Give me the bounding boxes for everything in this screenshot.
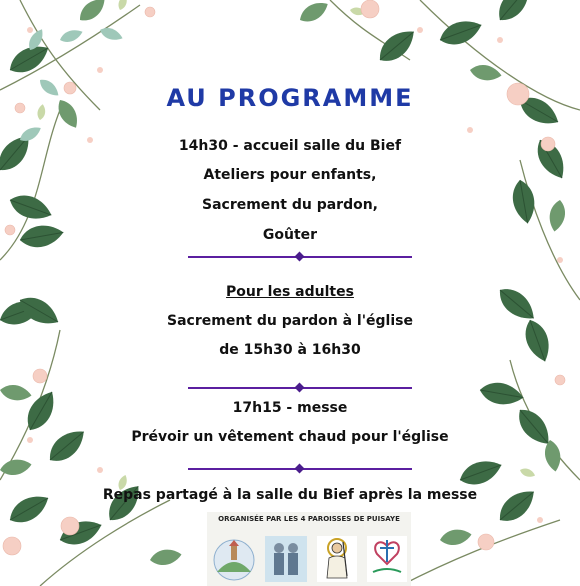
organizers-banner — [207, 512, 411, 586]
section-divider — [188, 256, 412, 258]
program-line: Ateliers pour enfants, — [203, 167, 377, 183]
divider-diamond — [295, 464, 305, 474]
section-divider — [188, 468, 412, 470]
adults-heading: Pour les adultes — [226, 284, 354, 300]
program-line: Goûter — [262, 227, 318, 243]
parish-logo-3 — [315, 532, 359, 584]
parish-logo-1 — [211, 532, 257, 584]
program-line: Prévoir un vêtement chaud pour l'église — [131, 429, 449, 445]
program-line: 17h15 - messe — [232, 400, 348, 416]
parish-logo-2 — [263, 532, 309, 584]
program-line: Sacrement du pardon, — [201, 197, 378, 213]
page-title: AU PROGRAMME — [166, 84, 414, 112]
divider-diamond — [295, 252, 305, 262]
program-line: Sacrement du pardon à l'église — [167, 313, 413, 329]
program-line: 14h30 - accueil salle du Bief — [178, 138, 402, 154]
divider-diamond — [295, 383, 305, 393]
parish-logo-4 — [365, 532, 409, 584]
section-divider — [188, 387, 412, 389]
program-line: de 15h30 à 16h30 — [219, 342, 361, 358]
program-line: Repas partagé à la salle du Bief après la messe — [102, 487, 478, 503]
organizers-caption: ORGANISÉE PAR LES 4 PAROISSES DE PUISAYE — [218, 515, 400, 523]
